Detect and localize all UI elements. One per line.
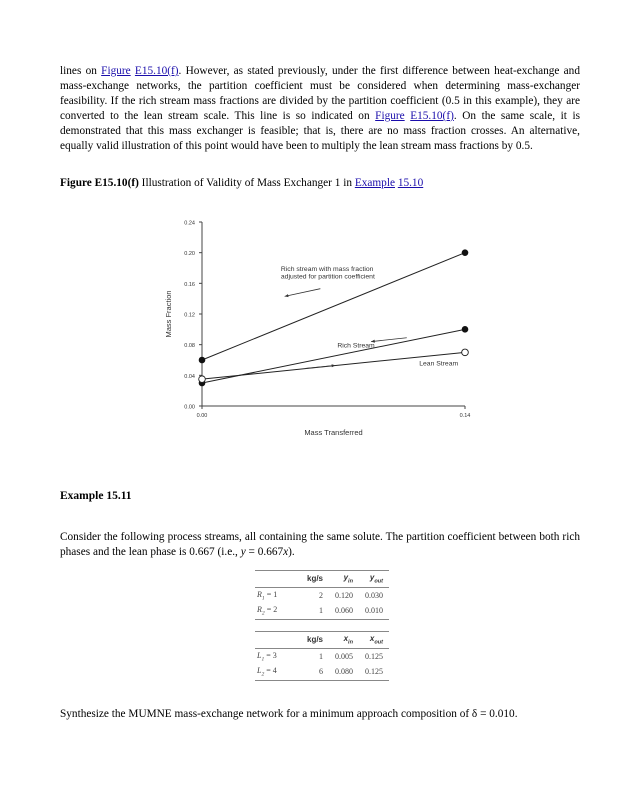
figure-link[interactable]: Figure bbox=[101, 65, 131, 77]
paragraph bbox=[60, 64, 580, 154]
table-row bbox=[255, 587, 389, 603]
example-link[interactable]: 15.10 bbox=[397, 177, 424, 189]
annotation-adjusted-1: Rich stream with mass fraction bbox=[280, 266, 374, 274]
caption-text: Illustration of Validity of Mass Exchanger 1 in bbox=[138, 177, 355, 189]
annotation-adjusted-2: adjusted for partition coefficient bbox=[280, 273, 375, 281]
cell-out: 0.125 bbox=[359, 664, 389, 680]
col-sub: out bbox=[374, 639, 384, 646]
row-var: L bbox=[257, 650, 262, 660]
cell-out: 0.125 bbox=[365, 651, 384, 661]
row-label bbox=[255, 603, 301, 619]
cell-in: 0.120 bbox=[335, 590, 354, 600]
row-label bbox=[255, 587, 301, 603]
example-link[interactable]: Example bbox=[354, 177, 395, 189]
figure-link[interactable]: E15.10(f) bbox=[134, 65, 179, 77]
col-yout bbox=[359, 571, 389, 588]
col-sub: in bbox=[348, 578, 354, 585]
y-axis-label: Mass Fraction bbox=[164, 290, 173, 338]
paragraph-text: . On the same scale, it is demonstrated that this mass exchanger is feasible; that is, there are no mass fraction crosses. An alternative, equally valid illustration of this point would have been to multiply the lean stream mass fractions by 0.5. bbox=[60, 110, 581, 152]
arrow-rich bbox=[371, 338, 407, 342]
row-label bbox=[255, 648, 301, 664]
table-row bbox=[255, 603, 389, 619]
row-label bbox=[255, 664, 301, 680]
cell-flow: 1 bbox=[319, 651, 324, 661]
y-tick-label: 0.12 bbox=[184, 312, 195, 319]
col-flow: kg/s bbox=[301, 571, 329, 588]
col-var: x bbox=[369, 634, 375, 643]
eq-var: y bbox=[240, 546, 246, 558]
y-tick-label: 0.04 bbox=[184, 373, 195, 380]
row-eq: = 2 bbox=[264, 605, 278, 615]
y-tick-label: 0.20 bbox=[184, 251, 195, 258]
arrow-adjusted bbox=[285, 289, 321, 297]
cell-in: 0.060 bbox=[329, 603, 359, 619]
header-blank bbox=[255, 632, 301, 649]
example-body bbox=[60, 530, 580, 560]
cell-in: 0.080 bbox=[329, 664, 359, 680]
x-tick-label: 0.00 bbox=[196, 413, 208, 419]
arrow-adjusted-head bbox=[285, 294, 289, 297]
cell-out: 0.010 bbox=[359, 603, 389, 619]
annotation-rich: Rich Stream bbox=[337, 342, 375, 350]
y-tick-label: 0.08 bbox=[184, 343, 195, 350]
cell-flow: 6 bbox=[301, 664, 329, 680]
x-tick-label: 0.14 bbox=[459, 413, 471, 419]
cell-in: 0.005 bbox=[335, 651, 354, 661]
col-sub: in bbox=[348, 639, 354, 646]
paragraph-text: lines on bbox=[60, 65, 102, 77]
header-blank bbox=[255, 571, 301, 588]
y-tick-label: 0.24 bbox=[184, 220, 195, 227]
row-sub: 1 bbox=[261, 595, 265, 602]
col-var: y bbox=[343, 573, 349, 582]
figure-link[interactable]: E15.10(f) bbox=[410, 110, 454, 122]
table-row bbox=[255, 648, 389, 664]
annotation-lean: Lean Stream bbox=[419, 360, 459, 368]
row-sub: 2 bbox=[261, 671, 265, 678]
body-text bbox=[60, 64, 580, 154]
caption-label: Figure E15.10(f) bbox=[60, 177, 139, 189]
y-tick-label: 0.00 bbox=[184, 404, 195, 411]
synthesis-instruction: Synthesize the MUMNE mass-exchange network for a minimum approach composition of δ = 0.010. bbox=[60, 708, 518, 720]
data-point-open bbox=[199, 376, 206, 383]
figure-caption bbox=[60, 177, 423, 189]
col-var: y bbox=[369, 573, 375, 582]
col-xin bbox=[329, 632, 359, 649]
figure-link[interactable]: Figure bbox=[375, 110, 405, 122]
arrow-lean bbox=[305, 365, 335, 368]
eq-text: = 0.667 bbox=[245, 546, 284, 558]
cell-flow: 1 bbox=[301, 603, 329, 619]
example-text: Consider the following process streams, all containing the same solute. The partition coefficient between both rich phases and the lean phase is 0.667 (i.e., bbox=[60, 531, 580, 558]
row-sub: 2 bbox=[261, 610, 265, 617]
cell-flow: 2 bbox=[319, 590, 324, 600]
row-var: R bbox=[257, 589, 262, 599]
row-eq: = 4 bbox=[264, 666, 277, 676]
table-row bbox=[255, 664, 389, 680]
row-var: R bbox=[257, 605, 262, 615]
example-text: ). bbox=[288, 546, 295, 558]
col-yin bbox=[329, 571, 359, 588]
x-axis-label: Mass Transferred bbox=[304, 428, 363, 437]
y-tick-label: 0.16 bbox=[184, 281, 195, 288]
data-point bbox=[462, 326, 469, 333]
eq-var: x bbox=[283, 546, 289, 558]
paragraph-text: . However, as stated previously, under the first difference between heat-exchange and mass-exchange networks, the partition coefficient must be considered when determining mass-exchanger feasibility. If the rich stream mass fractions are divided by the partition coefficient (0.5 in this example), they are converted to the lean stream scale. This line is so indicated on bbox=[60, 65, 580, 122]
mass-fraction-chart bbox=[155, 208, 485, 448]
row-eq: = 1 bbox=[264, 589, 278, 599]
lean-streams-table bbox=[255, 631, 389, 681]
data-point-open bbox=[462, 349, 469, 356]
example-heading: Example 15.11 bbox=[60, 490, 132, 502]
rich-streams-table bbox=[255, 570, 389, 620]
cell-out: 0.030 bbox=[365, 590, 384, 600]
col-var: x bbox=[343, 634, 349, 643]
col-flow: kg/s bbox=[301, 632, 329, 649]
data-point bbox=[199, 357, 206, 364]
col-sub: out bbox=[374, 578, 384, 585]
col-xout bbox=[359, 632, 389, 649]
data-point bbox=[462, 249, 469, 256]
row-eq: = 3 bbox=[264, 650, 277, 660]
row-var: L bbox=[257, 666, 262, 676]
row-sub: 1 bbox=[261, 656, 265, 663]
